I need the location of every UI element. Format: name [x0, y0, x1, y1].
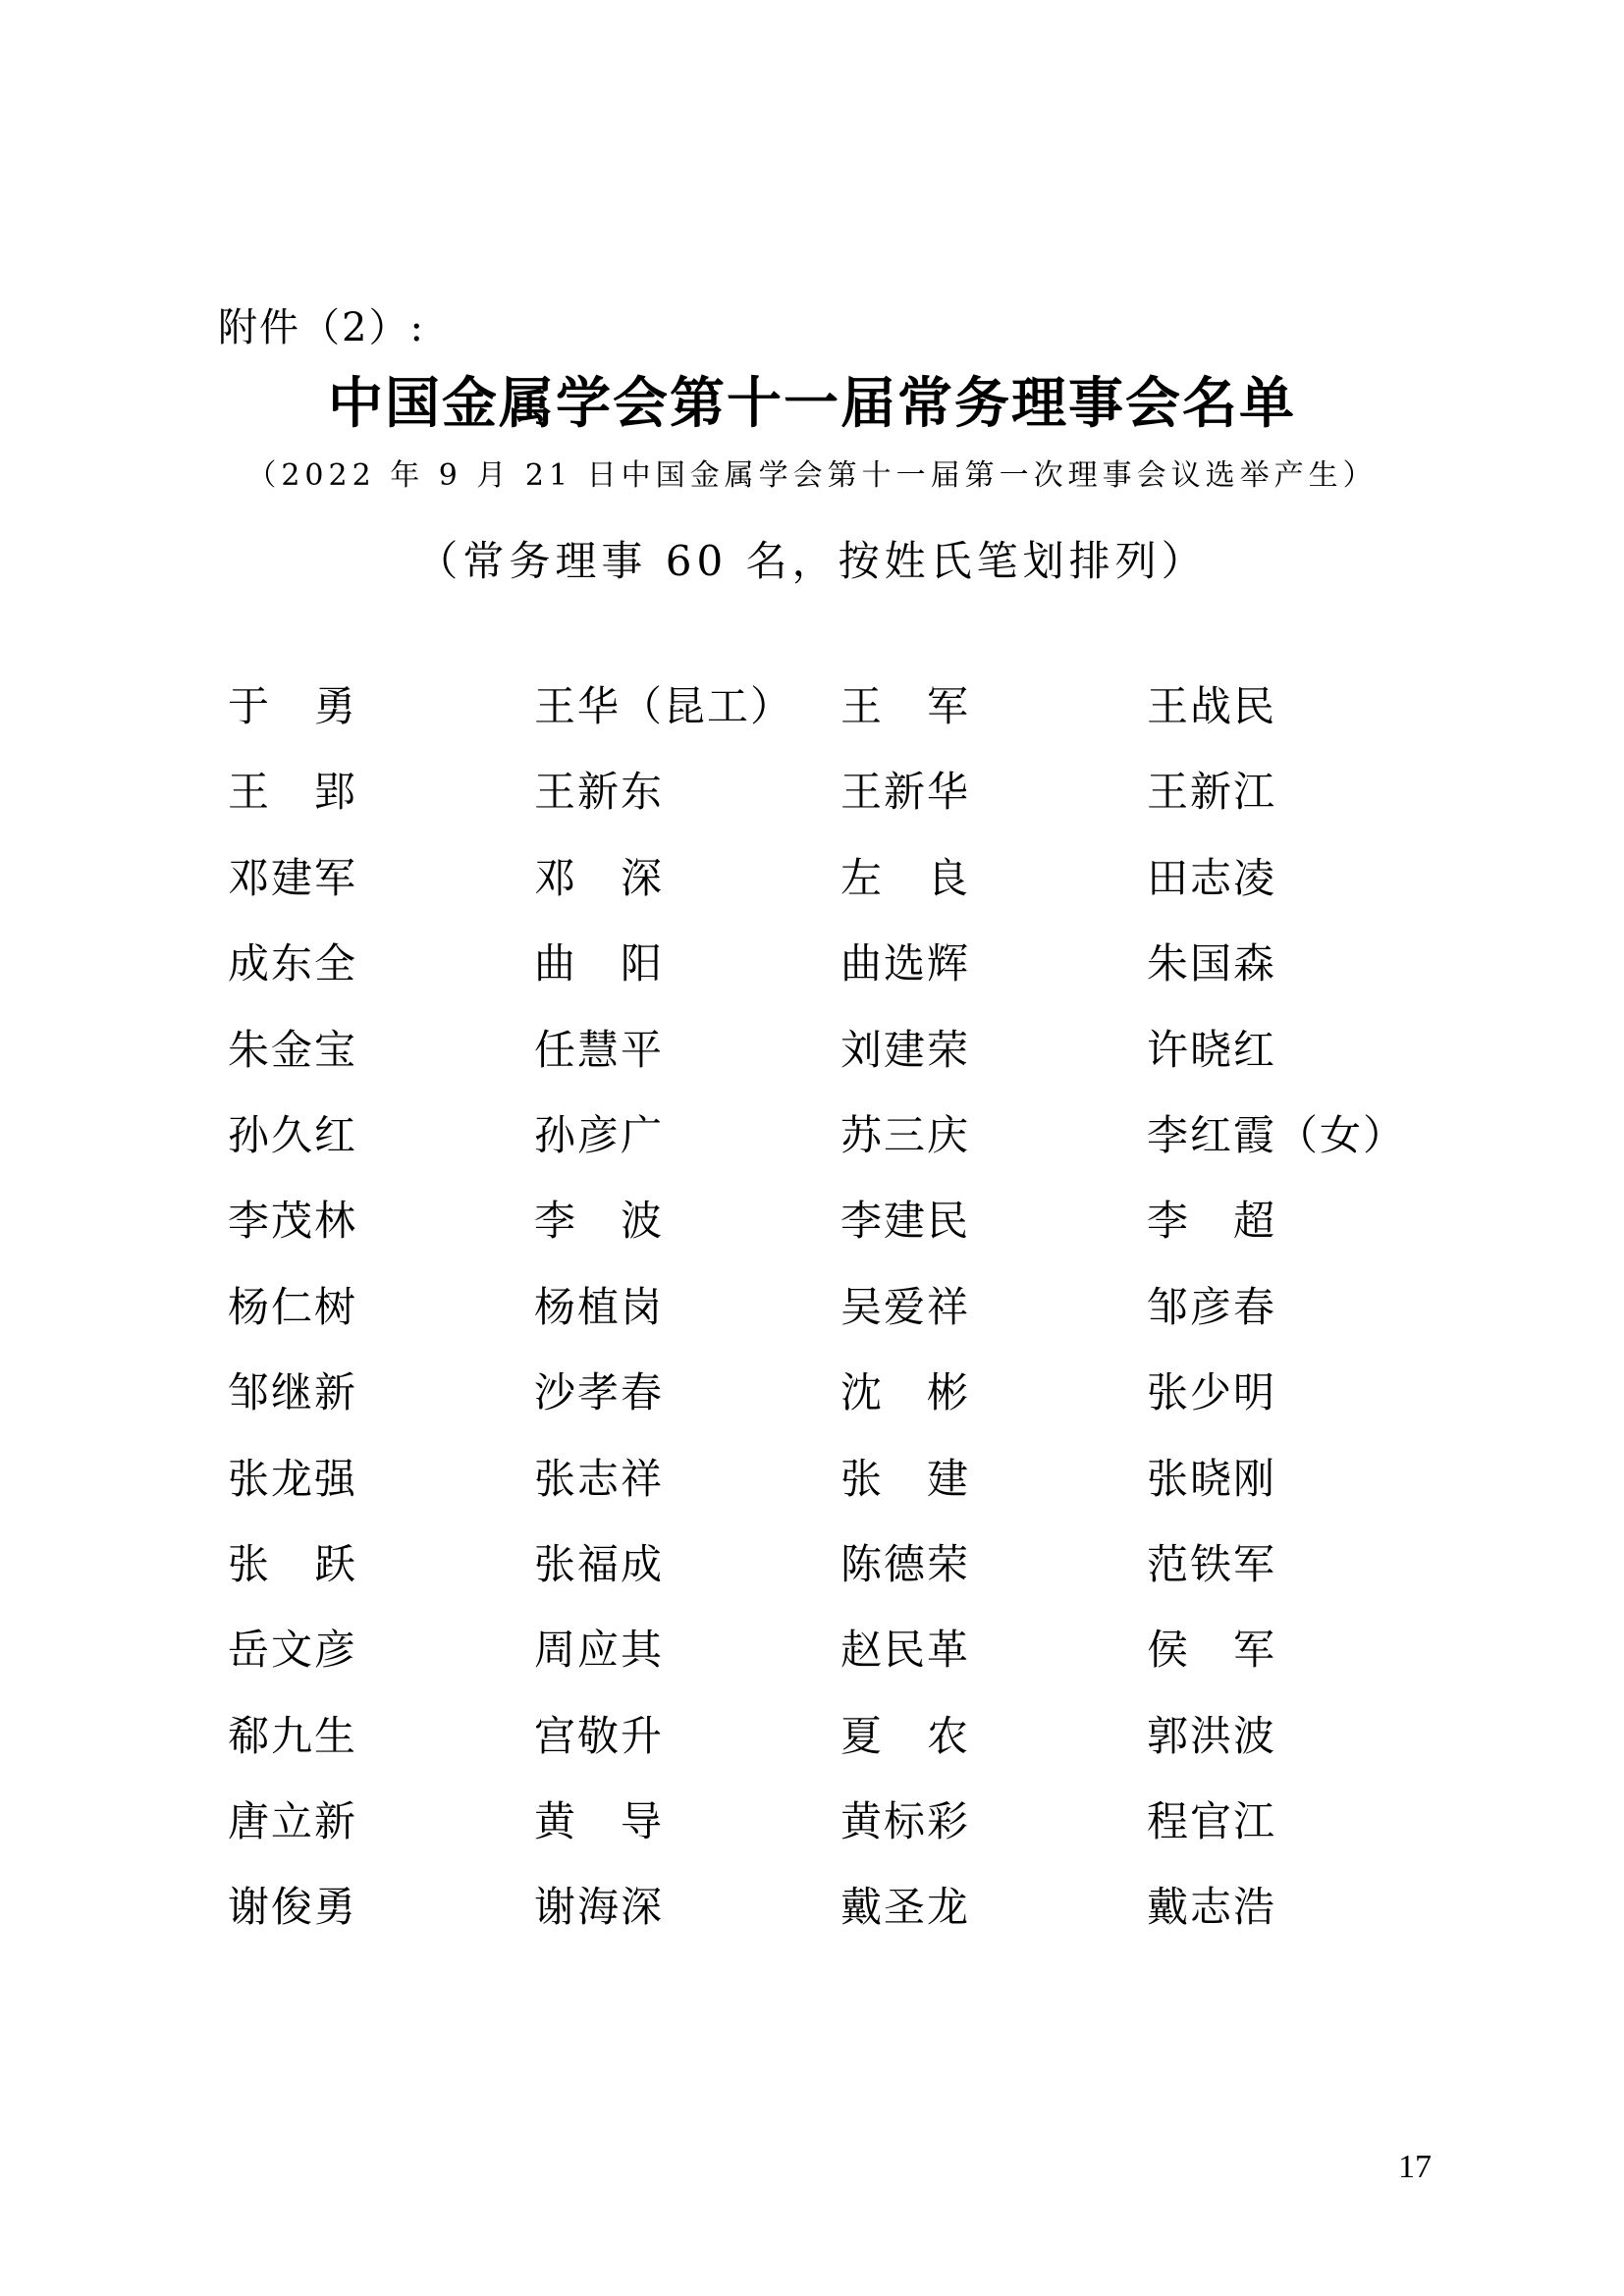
name-entry: 李 超 — [1147, 1197, 1277, 1246]
name-entry: 杨仁树 — [228, 1282, 358, 1331]
name-list — [228, 677, 1445, 1964]
name-entry: 张晓刚 — [1147, 1454, 1277, 1503]
page-title: 中国金属学会第十一届常务理事会名单 — [328, 372, 1296, 436]
name-entry: 谢海深 — [534, 1883, 665, 1932]
name-entry: 王 郢 — [228, 768, 358, 817]
attachment-label: 附件（2）: — [218, 305, 425, 350]
name-entry: 夏 农 — [840, 1711, 971, 1760]
name-entry: 张 建 — [840, 1454, 971, 1503]
name-entry: 邹彦春 — [1147, 1282, 1277, 1331]
name-entry: 任慧平 — [534, 1025, 665, 1074]
name-entry: 成东全 — [228, 939, 358, 988]
name-entry: 李茂林 — [228, 1197, 358, 1246]
name-entry: 谢俊勇 — [228, 1883, 358, 1932]
name-entry: 曲 阳 — [534, 939, 665, 988]
name-entry: 田志凌 — [1147, 853, 1277, 902]
name-entry: 赵民革 — [840, 1626, 971, 1675]
name-entry: 沙孝春 — [534, 1368, 665, 1417]
name-entry: 朱金宝 — [228, 1025, 358, 1074]
name-entry: 王 军 — [840, 682, 971, 730]
name-entry: 许晓红 — [1147, 1025, 1277, 1074]
name-entry: 苏三庆 — [840, 1110, 971, 1159]
name-entry: 黄 导 — [534, 1797, 665, 1846]
name-entry: 范铁军 — [1147, 1539, 1277, 1588]
name-entry: 杨植岗 — [534, 1282, 665, 1331]
name-entry: 陈德荣 — [840, 1539, 971, 1588]
name-entry: 岳文彦 — [228, 1626, 358, 1675]
name-entry: 戴圣龙 — [840, 1883, 971, 1932]
page-number: 17 — [1398, 2149, 1432, 2185]
member-count-subtitle: （常务理事 60 名，按姓氏笔划排列） — [416, 537, 1208, 585]
name-entry: 李建民 — [840, 1197, 971, 1246]
name-entry: 张少明 — [1147, 1368, 1277, 1417]
name-entry: 朱国森 — [1147, 939, 1277, 988]
name-entry: 程官江 — [1147, 1797, 1277, 1846]
name-entry: 唐立新 — [228, 1797, 358, 1846]
name-entry: 沈 彬 — [840, 1368, 971, 1417]
name-entry: 邹继新 — [228, 1368, 358, 1417]
name-entry: 王新东 — [534, 768, 665, 817]
name-entry: 侯 军 — [1147, 1626, 1277, 1675]
name-entry: 郭洪波 — [1147, 1711, 1277, 1760]
name-entry: 孙彦广 — [534, 1110, 665, 1159]
name-entry: 邓 深 — [534, 853, 665, 902]
name-entry: 张 跃 — [228, 1539, 358, 1588]
name-entry: 王新江 — [1147, 768, 1277, 817]
name-entry: 黄标彩 — [840, 1797, 971, 1846]
name-entry: 于 勇 — [228, 682, 358, 730]
name-entry: 邓建军 — [228, 853, 358, 902]
name-entry: 曲选辉 — [840, 939, 971, 988]
name-entry: 左 良 — [840, 853, 971, 902]
name-entry: 孙久红 — [228, 1110, 358, 1159]
name-entry: 戴志浩 — [1147, 1883, 1277, 1932]
name-entry: 张志祥 — [534, 1454, 665, 1503]
name-entry: 李 波 — [534, 1197, 665, 1246]
name-entry: 张福成 — [534, 1539, 665, 1588]
name-entry: 李红霞（女） — [1147, 1110, 1407, 1159]
name-entry: 吴爱祥 — [840, 1282, 971, 1331]
name-entry: 刘建荣 — [840, 1025, 971, 1074]
name-entry: 王华（昆工） — [534, 682, 794, 730]
name-entry: 王新华 — [840, 768, 971, 817]
name-entry: 郗九生 — [228, 1711, 358, 1760]
election-date-subtitle: （2022 年 9 月 21 日中国金属学会第十一届第一次理事会议选举产生） — [246, 458, 1378, 493]
name-entry: 张龙强 — [228, 1454, 358, 1503]
name-entry: 周应其 — [534, 1626, 665, 1675]
name-entry: 宫敬升 — [534, 1711, 665, 1760]
name-entry: 王战民 — [1147, 682, 1277, 730]
